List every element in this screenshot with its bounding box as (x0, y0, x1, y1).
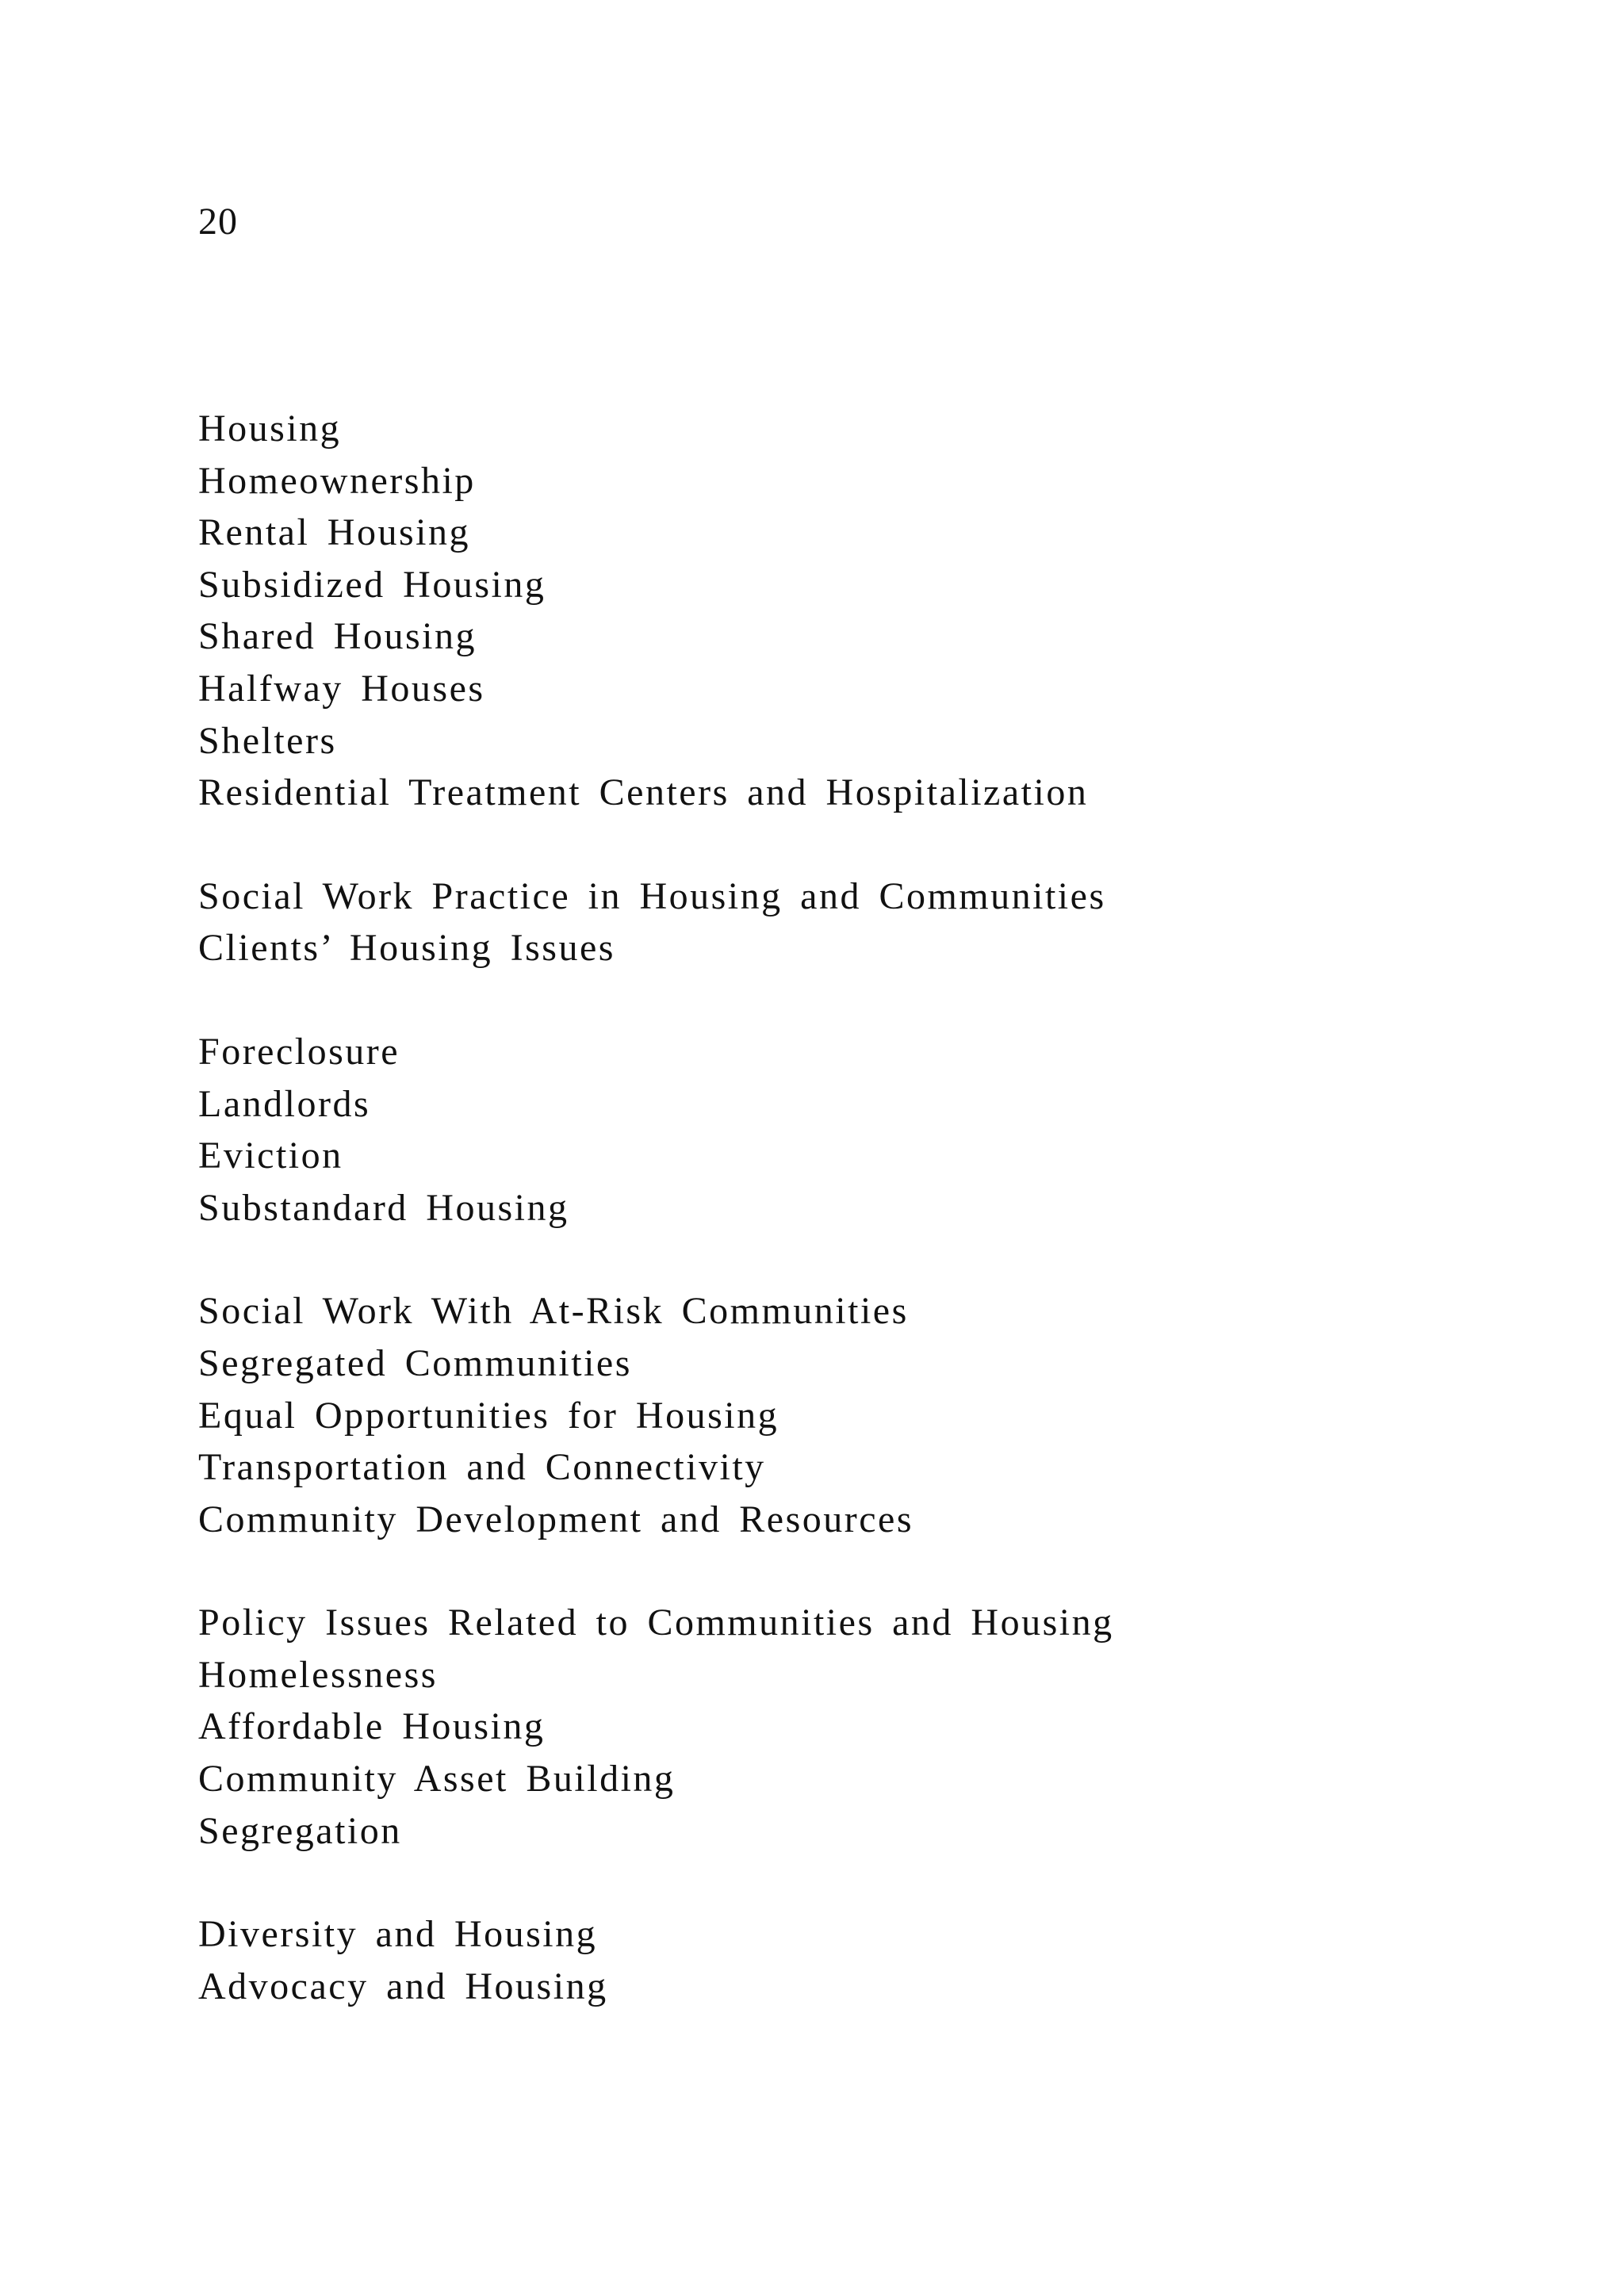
list-item: Homeownership (198, 459, 476, 502)
list-item: Halfway Houses (198, 667, 485, 710)
list-item: Segregated Communities (198, 1341, 632, 1384)
topic-group-practice (198, 871, 1546, 974)
list-item: Substandard Housing (198, 1186, 569, 1229)
topic-group-policy (198, 1597, 1546, 1857)
list-item: Segregation (198, 1809, 402, 1852)
list-item: Community Development and Resources (198, 1498, 914, 1540)
topic-list (198, 403, 1546, 2064)
list-item: Homelessness (198, 1653, 438, 1696)
list-item: Landlords (198, 1082, 371, 1125)
list-item: Affordable Housing (198, 1705, 546, 1748)
list-item: Social Work With At-Risk Communities (198, 1290, 909, 1333)
page-number: 20 (198, 201, 238, 243)
list-item: Community Asset Building (198, 1758, 676, 1800)
list-item: Residential Treatment Centers and Hospitalization (198, 771, 1089, 814)
list-item: Social Work Practice in Housing and Communities (198, 874, 1106, 917)
list-item: Rental Housing (198, 511, 470, 554)
topic-group-diversity-advocacy (198, 1908, 1546, 2012)
list-item: Policy Issues Related to Communities and Housing (198, 1601, 1114, 1644)
list-item: Diversity and Housing (198, 1913, 598, 1956)
topic-group-housing-types (198, 403, 1546, 819)
list-item: Equal Opportunities for Housing (198, 1394, 779, 1437)
list-item: Foreclosure (198, 1030, 400, 1073)
list-item: Transportation and Connectivity (198, 1446, 766, 1489)
list-item: Subsidized Housing (198, 563, 546, 606)
list-item: Advocacy and Housing (198, 1965, 608, 2007)
list-item: Shelters (198, 719, 337, 762)
list-item: Clients’ Housing Issues (198, 927, 615, 970)
topic-group-client-issues (198, 1026, 1546, 1234)
topic-group-at-risk-communities (198, 1285, 1546, 1545)
list-item: Housing (198, 408, 342, 450)
list-item: Eviction (198, 1135, 343, 1177)
list-item: Shared Housing (198, 615, 477, 658)
